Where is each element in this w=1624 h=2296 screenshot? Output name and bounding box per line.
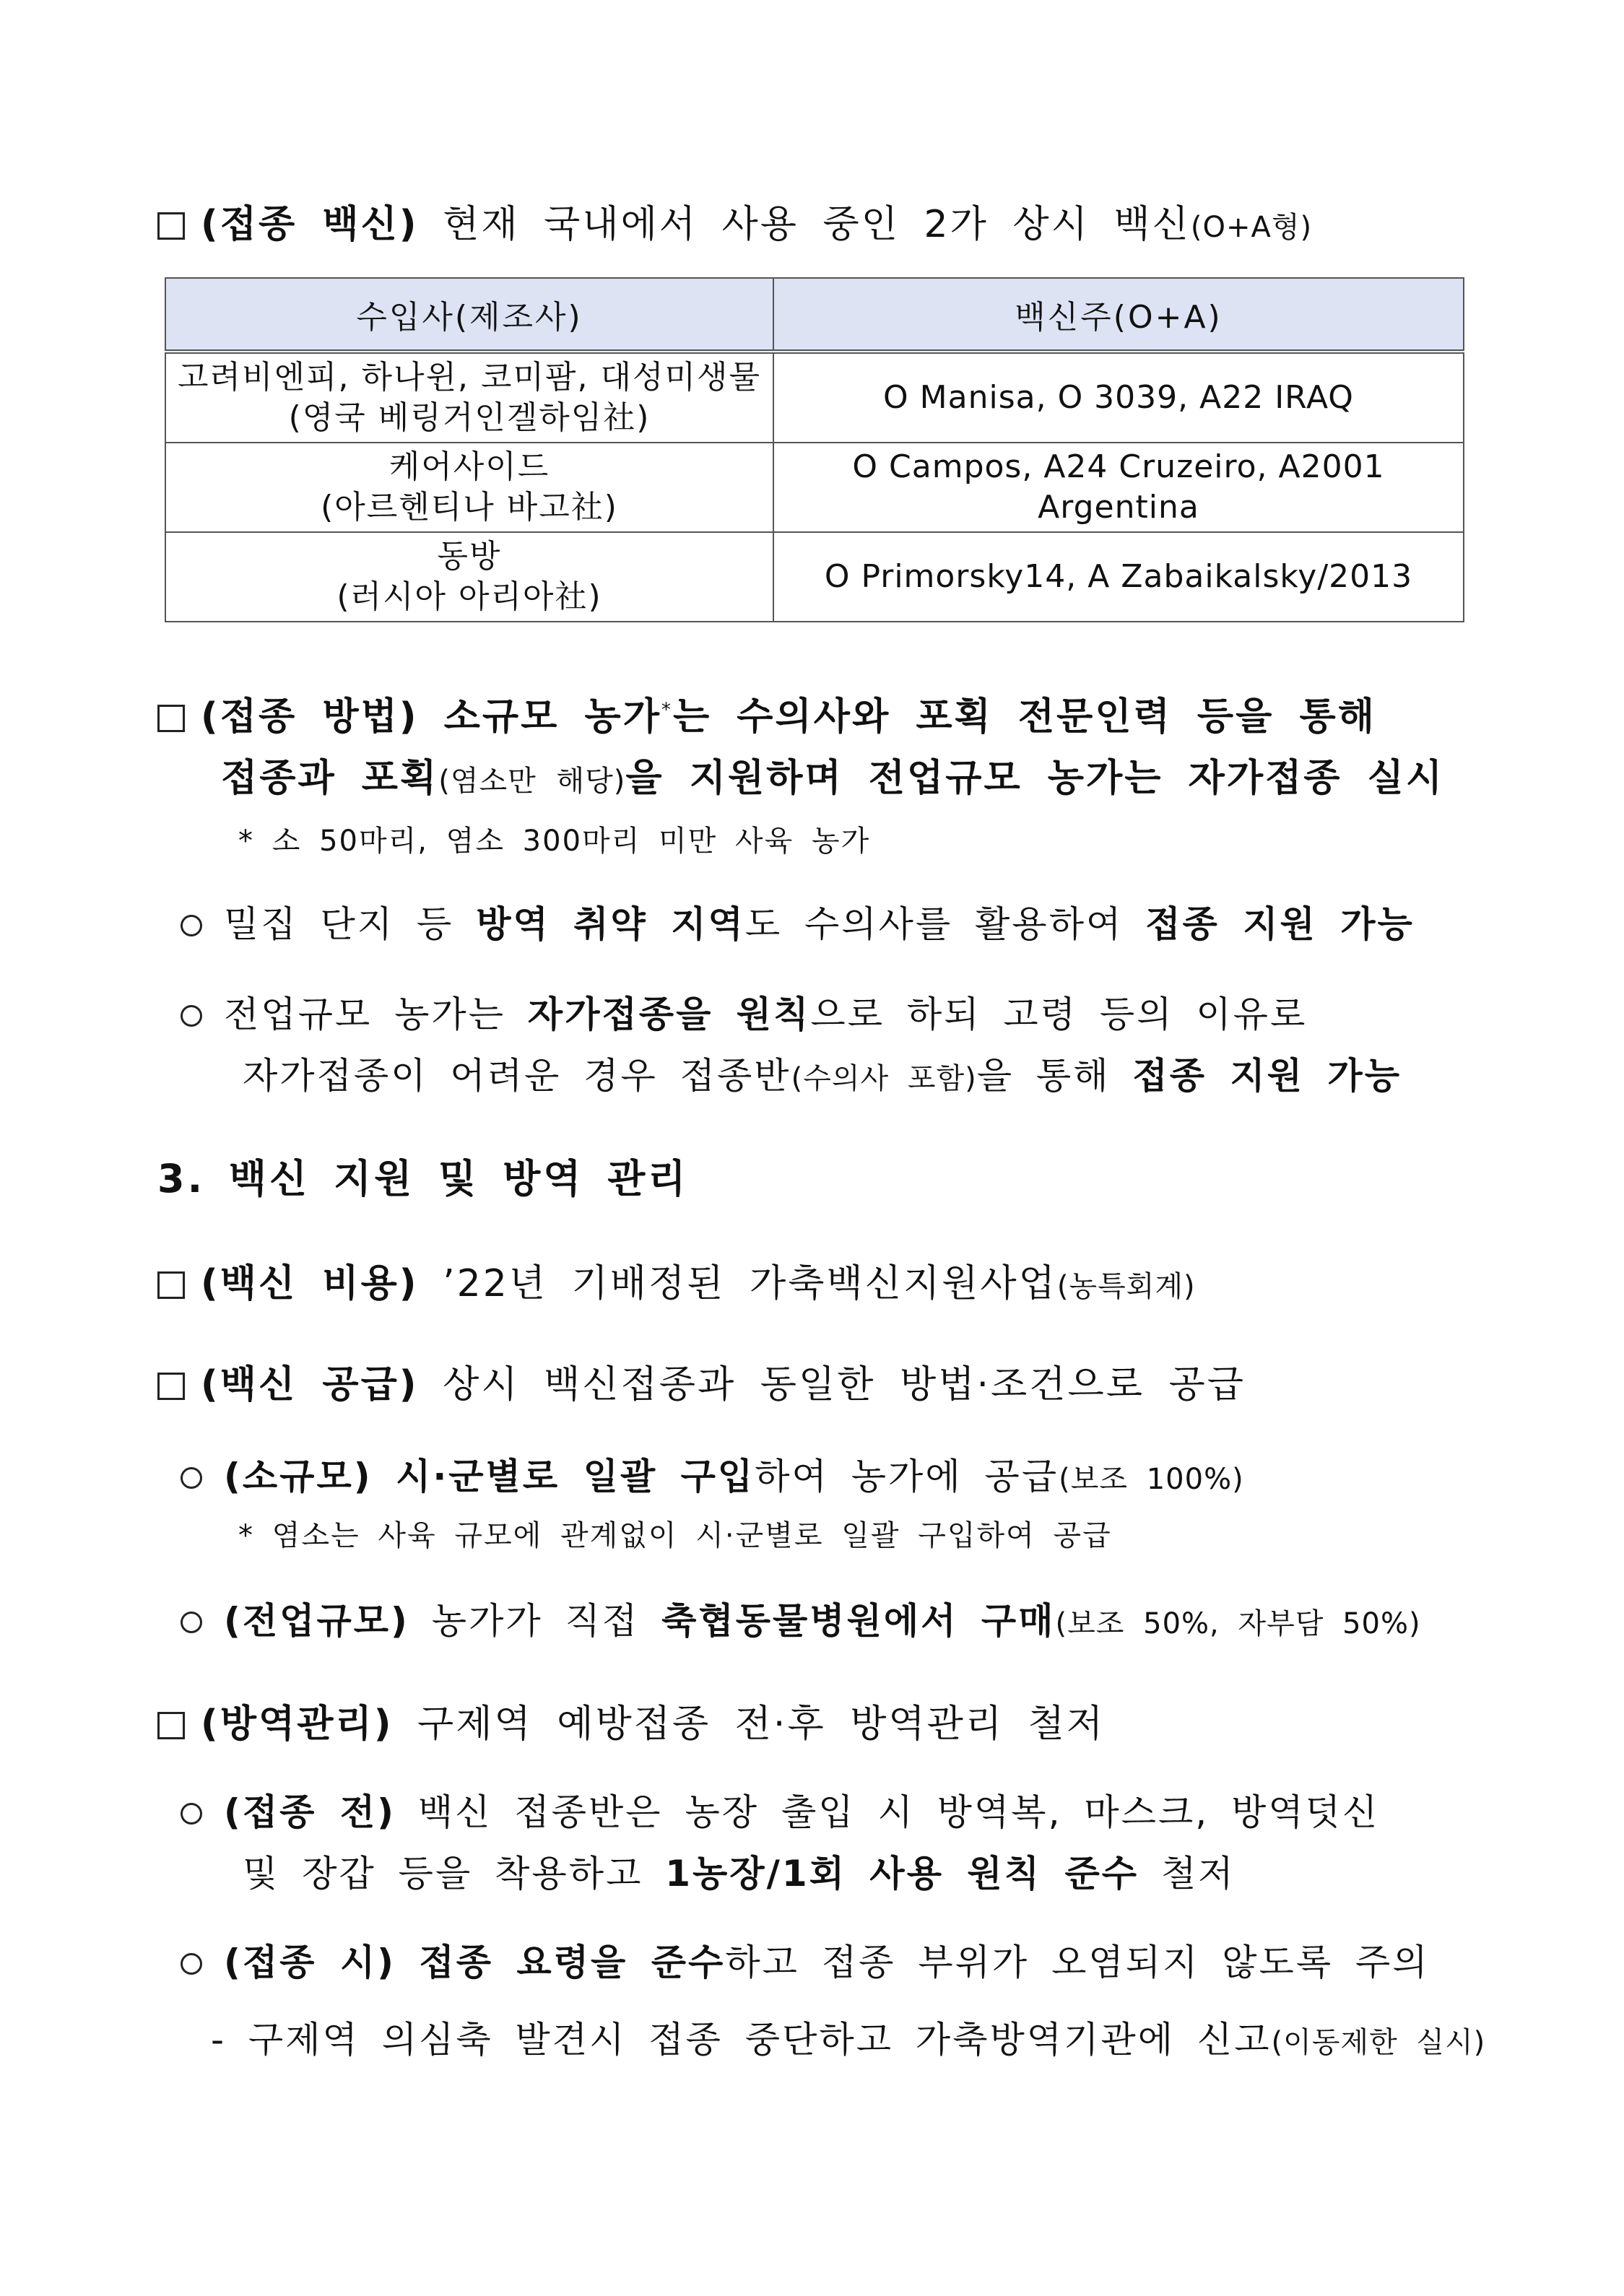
- table-row: [165, 352, 1464, 443]
- circle-bullet-icon: [181, 1467, 202, 1489]
- checkbox-square-icon: [157, 1373, 185, 1400]
- quarantine-heading: (방역관리) 구제역 예방접종 전·후 방역관리 철저: [157, 1693, 1105, 1747]
- supply-footnote: * 염소는 사육 규모에 관계없이 시·군별로 일괄 구입하여 공급: [238, 1519, 1112, 1552]
- checkbox-square-icon: [157, 1712, 185, 1739]
- table-header-strain: 백신주(O+A): [773, 278, 1464, 352]
- table-cell-strain: O Primorsky14, A Zabaikalsky/2013: [773, 532, 1464, 622]
- vaccine-table: [165, 277, 1464, 622]
- section-title: 3. 백신 지원 및 방역 관리: [157, 1156, 689, 1201]
- supply-heading: (백신 공급) 상시 백신접종과 동일한 방법·조건으로 공급: [157, 1354, 1246, 1408]
- circle-bullet-icon: [181, 915, 202, 936]
- table-row: [165, 443, 1464, 532]
- method-bullet-2: 전업규모 농가는 자가접종을 원칙으로 하되 고령 등의 이유로: [181, 986, 1307, 1038]
- checkbox-square-icon: [157, 212, 185, 240]
- method-line2: 접종과 포획(염소만 해당)을 지원하며 전업규모 농가는 자가접종 실시: [221, 757, 1445, 800]
- table-cell-strain: O Manisa, O 3039, A22 IRAQ: [773, 352, 1464, 443]
- table-cell-importer: 동방 (러시아 아리아社): [165, 532, 773, 622]
- table-cell-importer: 고려비엔피, 하나윈, 코미팜, 대성미생물 (영국 베링거인겔하임社): [165, 352, 773, 443]
- table-cell-strain: O Campos, A24 Cruzeiro, A2001 Argentina: [773, 443, 1464, 532]
- supply-bullet-2: (전업규모) 농가가 직접 축협동물병원에서 구매(보조 50%, 자부담 50%): [181, 1592, 1421, 1644]
- table-cell-importer: 케어사이드 (아르헨티나 바고社): [165, 443, 773, 532]
- table-header-row: [165, 278, 1464, 352]
- circle-bullet-icon: [181, 1803, 202, 1825]
- checkbox-square-icon: [157, 705, 185, 732]
- vaccine-type-note: (O+A형): [1190, 211, 1313, 244]
- cost-heading: (백신 비용) ’22년 기배정된 가축백신지원사업(농특회계): [157, 1253, 1196, 1307]
- quarantine-bullet-1: (접종 전) 백신 접종반은 농장 출입 시 방역복, 마스크, 방역덧신: [181, 1783, 1379, 1835]
- circle-bullet-icon: [181, 1005, 202, 1027]
- vaccine-label: (접종 백신): [201, 203, 419, 246]
- vaccine-text: 현재 국내에서 사용 중인 2가 상시 백신: [418, 203, 1191, 246]
- circle-bullet-icon: [181, 1953, 202, 1975]
- method-bullet-1: 밀집 단지 등 방역 취약 지역도 수의사를 활용하여 접종 지원 가능: [181, 895, 1415, 947]
- supply-bullet-1: (소규모) 시·군별로 일괄 구입하여 농가에 공급(보조 100%): [181, 1448, 1244, 1500]
- method-bullet-2-line2: 자가접종이 어려운 경우 접종반(수의사 포함)을 통해 접종 지원 가능: [243, 1055, 1402, 1097]
- circle-bullet-icon: [181, 1612, 202, 1633]
- vaccine-heading: [157, 193, 1312, 248]
- table-row: [165, 532, 1464, 622]
- checkbox-square-icon: [157, 1271, 185, 1299]
- table-header-importer: 수입사(제조사): [165, 278, 773, 352]
- method-footnote: * 소 50마리, 염소 300마리 미만 사육 농가: [238, 825, 871, 858]
- quarantine-dash-item: - 구제역 의심축 발견시 접종 중단하고 가축방역기관에 신고(이동제한 실시): [211, 2019, 1486, 2061]
- quarantine-bullet-1-line2: 및 장갑 등을 착용하고 1농장/1회 사용 원칙 준수 철저: [243, 1853, 1236, 1895]
- quarantine-bullet-2: (접종 시) 접종 요령을 준수하고 접종 부위가 오염되지 않도록 주의: [181, 1934, 1430, 1986]
- method-heading: (접종 방법) 소규모 농가*는 수의사와 포획 전문인력 등을 통해: [157, 686, 1376, 740]
